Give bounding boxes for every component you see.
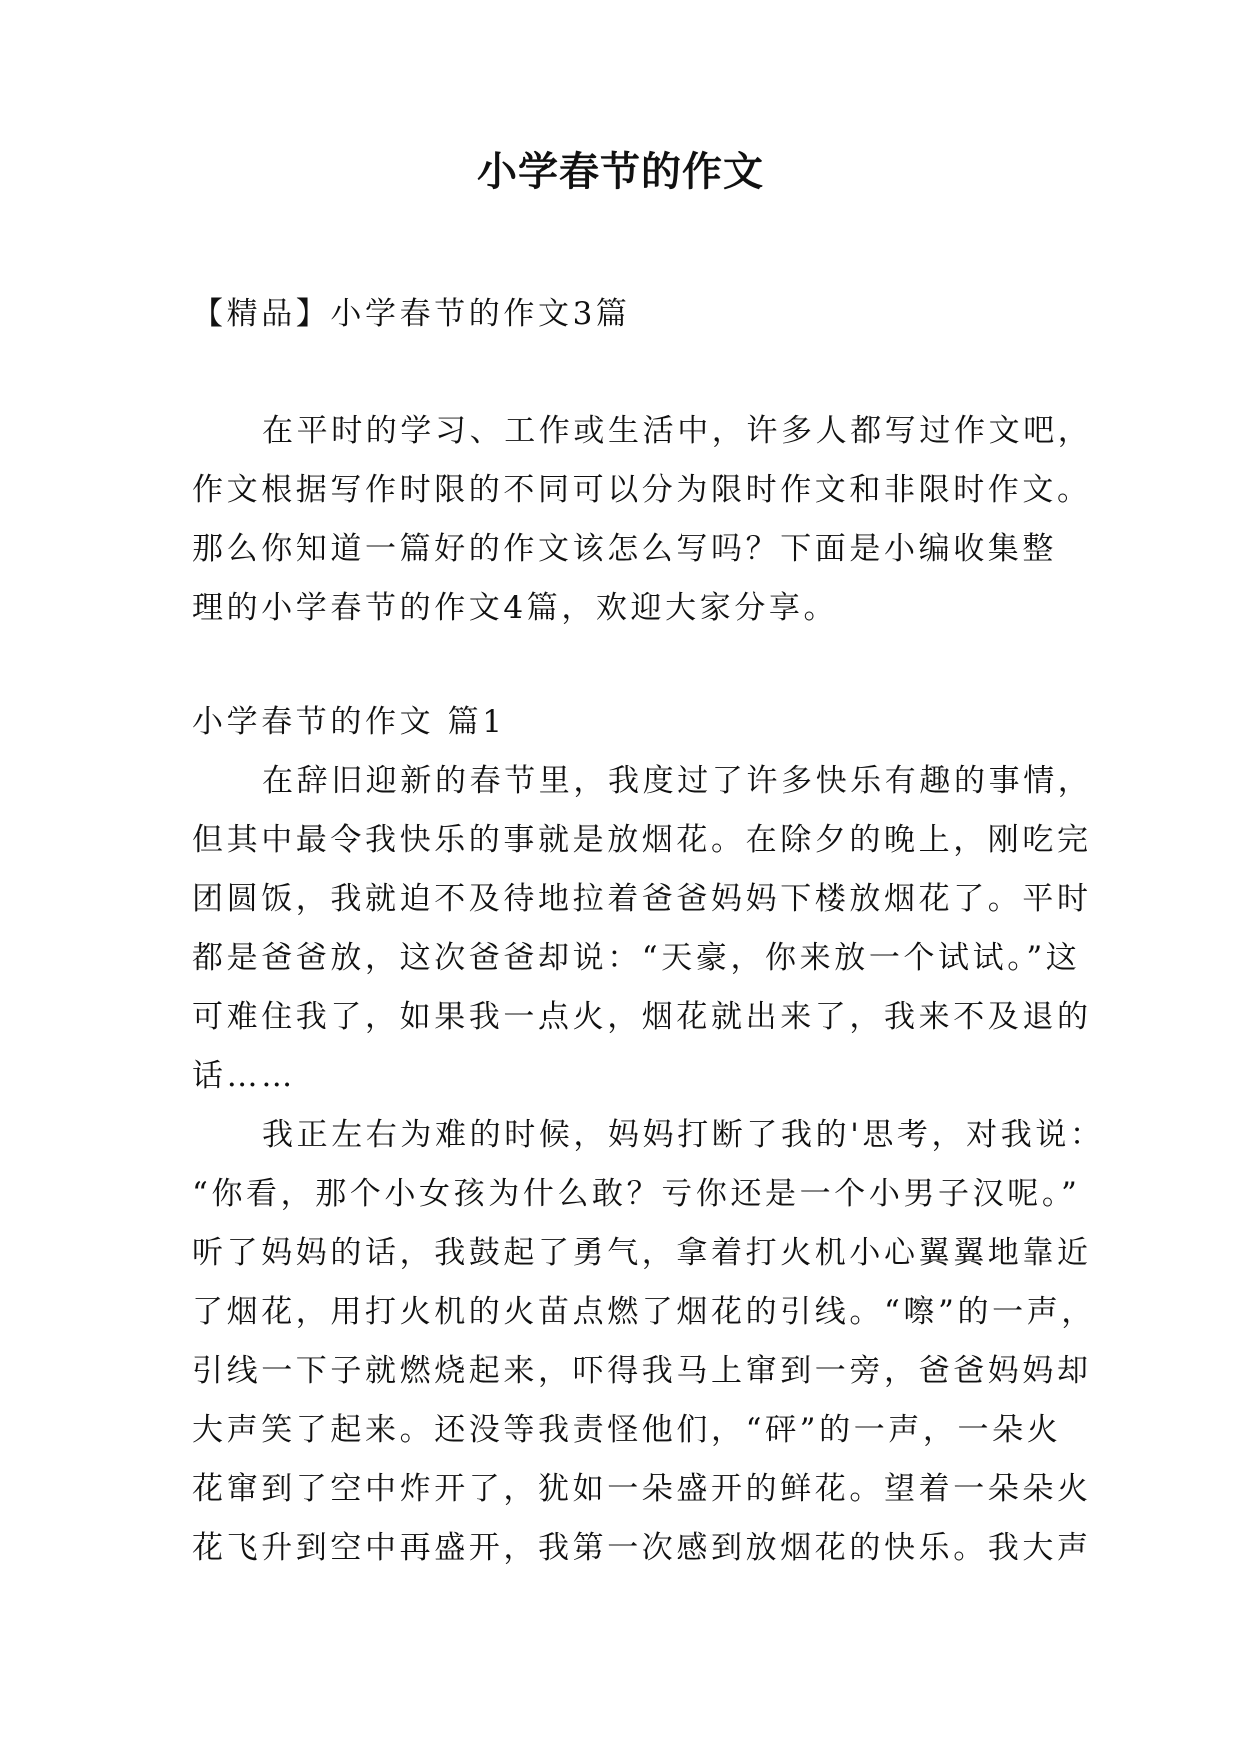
intro-line: 那么你知道一篇好的作文该怎么写吗？下面是小编收集整 [192,531,1057,567]
section-heading: 小学春节的作文 篇1 [192,704,506,740]
document-title: 小学春节的作文 [477,148,764,195]
paragraph-line: 听了妈妈的话，我鼓起了勇气，拿着打火机小心翼翼地靠近 [192,1235,1092,1271]
paragraph-line: “你看，那个小女孩为什么敢？亏你还是一个小男子汉呢。” [192,1176,1081,1212]
paragraph-line: 大声笑了起来。还没等我责怪他们，“砰”的一声，一朵火 [192,1412,1062,1448]
paragraph-line: 花飞升到空中再盛开，我第一次感到放烟花的快乐。我大声 [192,1530,1092,1566]
paragraph-line: 都是爸爸放，这次爸爸却说：“天豪，你来放一个试试。”这 [192,940,1081,976]
paragraph-line: 了烟花，用打火机的火苗点燃了烟花的引线。“嚓”的一声， [192,1294,1096,1330]
paragraph-line: 花窜到了空中炸开了，犹如一朵盛开的鲜花。望着一朵朵火 [192,1471,1092,1507]
intro-line: 作文根据写作时限的不同可以分为限时作文和非限时作文。 [192,472,1092,508]
paragraph-line: 可难住我了，如果我一点火，烟花就出来了，我来不及退的 [192,999,1092,1035]
paragraph-line: 但其中最令我快乐的事就是放烟花。在除夕的晚上，刚吃完 [192,822,1092,858]
paragraph-line: 引线一下子就燃烧起来，吓得我马上窜到一旁，爸爸妈妈却 [192,1353,1092,1389]
paragraph-line: 团圆饭，我就迫不及待地拉着爸爸妈妈下楼放烟花了。平时 [192,881,1092,917]
paragraph-line: 话…… [192,1058,296,1094]
paragraph-line: 我正左右为难的时候，妈妈打断了我的'思考，对我说： [262,1117,1105,1153]
intro-line: 在平时的学习、工作或生活中，许多人都写过作文吧， [262,413,1093,449]
intro-line: 理的小学春节的作文4篇，欢迎大家分享。 [192,590,839,626]
document-subtitle: 【精品】小学春节的作文3篇 [192,296,631,332]
paragraph-line: 在辞旧迎新的春节里，我度过了许多快乐有趣的事情， [262,763,1093,799]
